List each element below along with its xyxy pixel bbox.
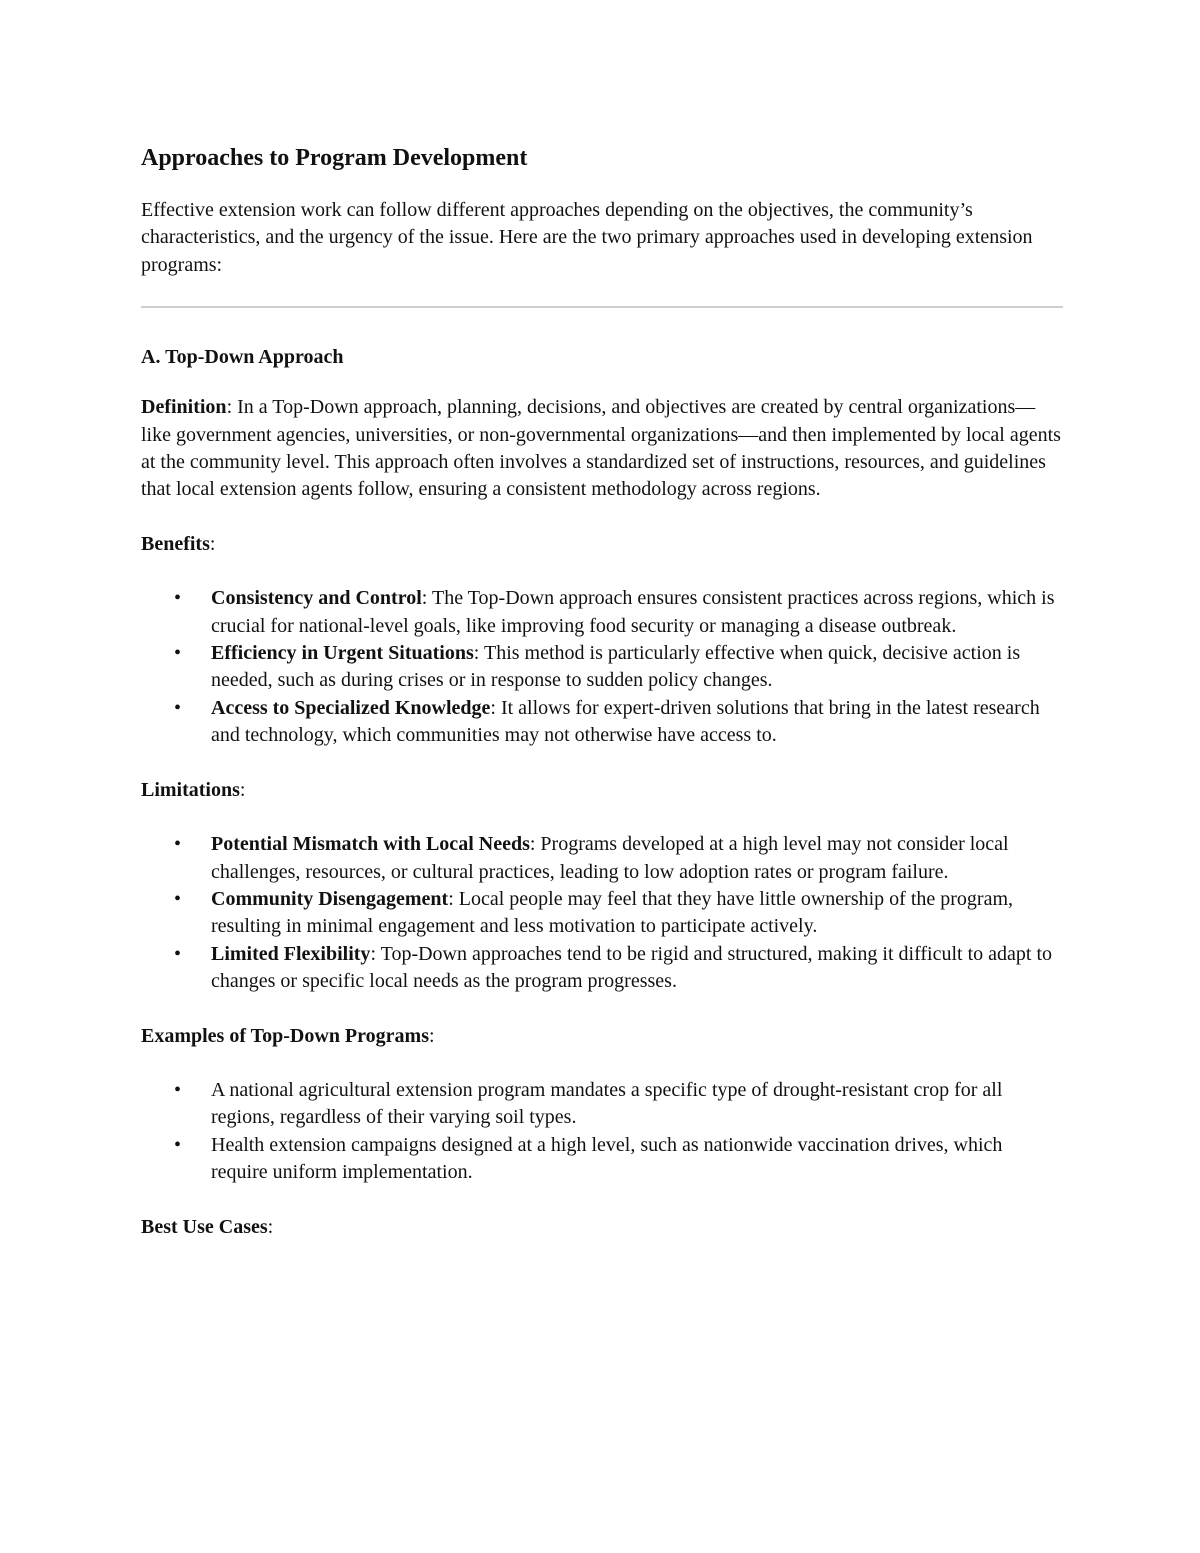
section-heading: A. Top-Down Approach — [141, 346, 344, 369]
list-item — [141, 1077, 1063, 1132]
list-item-term: Community Disengagement — [211, 887, 449, 910]
section-divider — [141, 306, 1063, 308]
bullet-icon: • — [174, 587, 182, 610]
colon: : — [209, 532, 216, 555]
list-item-term: Efficiency in Urgent Situations — [211, 642, 474, 665]
document-page — [141, 140, 1063, 1268]
list-item-term: Consistency and Control — [211, 587, 422, 610]
examples-label: Examples of Top-Down Programs — [141, 1024, 429, 1047]
bullet-icon: • — [174, 887, 182, 910]
bullet-icon: • — [174, 642, 182, 665]
limitations-label: Limitations — [141, 778, 240, 801]
bullet-icon: • — [174, 942, 182, 965]
list-item-text: : Local people may feel that they have little ownership of the program, resulting in minimal engagement and less motivation to participate actively. — [211, 887, 1014, 938]
list-item-term: Access to Specialized Knowledge — [211, 696, 491, 719]
bullet-icon: • — [174, 696, 182, 719]
limitations-label-line — [141, 777, 1063, 804]
definition-text: : In a Top-Down approach, planning, decisions, and objectives are created by central organizations—like government agencies, universities, or non-governmental organizations—and then implemented by local agents at the community level. This approach often involves a standardized set of instructions, resources, and guidelines that local extension agents follow, ensuring a consistent methodology across regions. — [141, 396, 1061, 501]
list-item-text: Health extension campaigns designed at a high level, such as nationwide vaccination drives, which require uniform implementation. — [211, 1133, 1003, 1184]
intro-paragraph: Effective extension work can follow different approaches depending on the objectives, the community’s characteristics, and the urgency of the issue. Here are the two primary approaches used in developing extension programs: — [141, 199, 1033, 276]
best-use-label-line — [141, 1214, 1063, 1241]
list-item — [141, 831, 1063, 886]
list-item — [141, 585, 1063, 640]
list-item-text: : It allows for expert-driven solutions that bring in the latest research and technology, which communities may not otherwise have access to. — [211, 696, 1040, 747]
definition-paragraph — [141, 394, 1063, 504]
bullet-icon: • — [174, 833, 182, 856]
benefits-label-line — [141, 531, 1063, 558]
list-item-text: : Programs developed at a high level may not consider local challenges, resources, or cultural practices, leading to low adoption rates or program failure. — [211, 833, 1009, 883]
list-item — [141, 640, 1063, 695]
list-item-text: : This method is particularly effective when quick, decisive action is needed, such as during crises or in response to sudden policy changes. — [211, 642, 1021, 692]
benefits-label: Benefits — [141, 532, 210, 555]
list-item-text: : The Top-Down approach ensures consistent practices across regions, which is crucial for national-level goals, like improving food security or managing a disease outbreak. — [211, 587, 1055, 637]
best-use-label: Best Use Cases — [141, 1215, 268, 1238]
bullet-icon: • — [174, 1078, 182, 1101]
list-item-text: A national agricultural extension program mandates a specific type of drought-resistant crop for all regions, regardless of their varying soil types. — [211, 1078, 1003, 1129]
bullet-icon: • — [174, 1133, 182, 1156]
limitations-list — [141, 831, 1063, 995]
list-item-term: Potential Mismatch with Local Needs — [211, 833, 530, 856]
colon: : — [239, 778, 246, 801]
list-item — [141, 695, 1063, 750]
colon: : — [429, 1024, 435, 1047]
list-item — [141, 1132, 1063, 1187]
page-title: Approaches to Program Development — [141, 145, 528, 171]
list-item — [141, 886, 1063, 941]
list-item-text: : Top-Down approaches tend to be rigid and structured, making it difficult to adapt to changes or specific local needs as the program progresses. — [211, 942, 1053, 993]
examples-list — [141, 1077, 1063, 1187]
colon: : — [267, 1215, 274, 1238]
list-item — [141, 941, 1063, 996]
examples-label-line — [141, 1023, 1063, 1050]
definition-label: Definition — [141, 396, 227, 419]
benefits-list — [141, 585, 1063, 749]
list-item-term: Limited Flexibility — [211, 942, 371, 965]
